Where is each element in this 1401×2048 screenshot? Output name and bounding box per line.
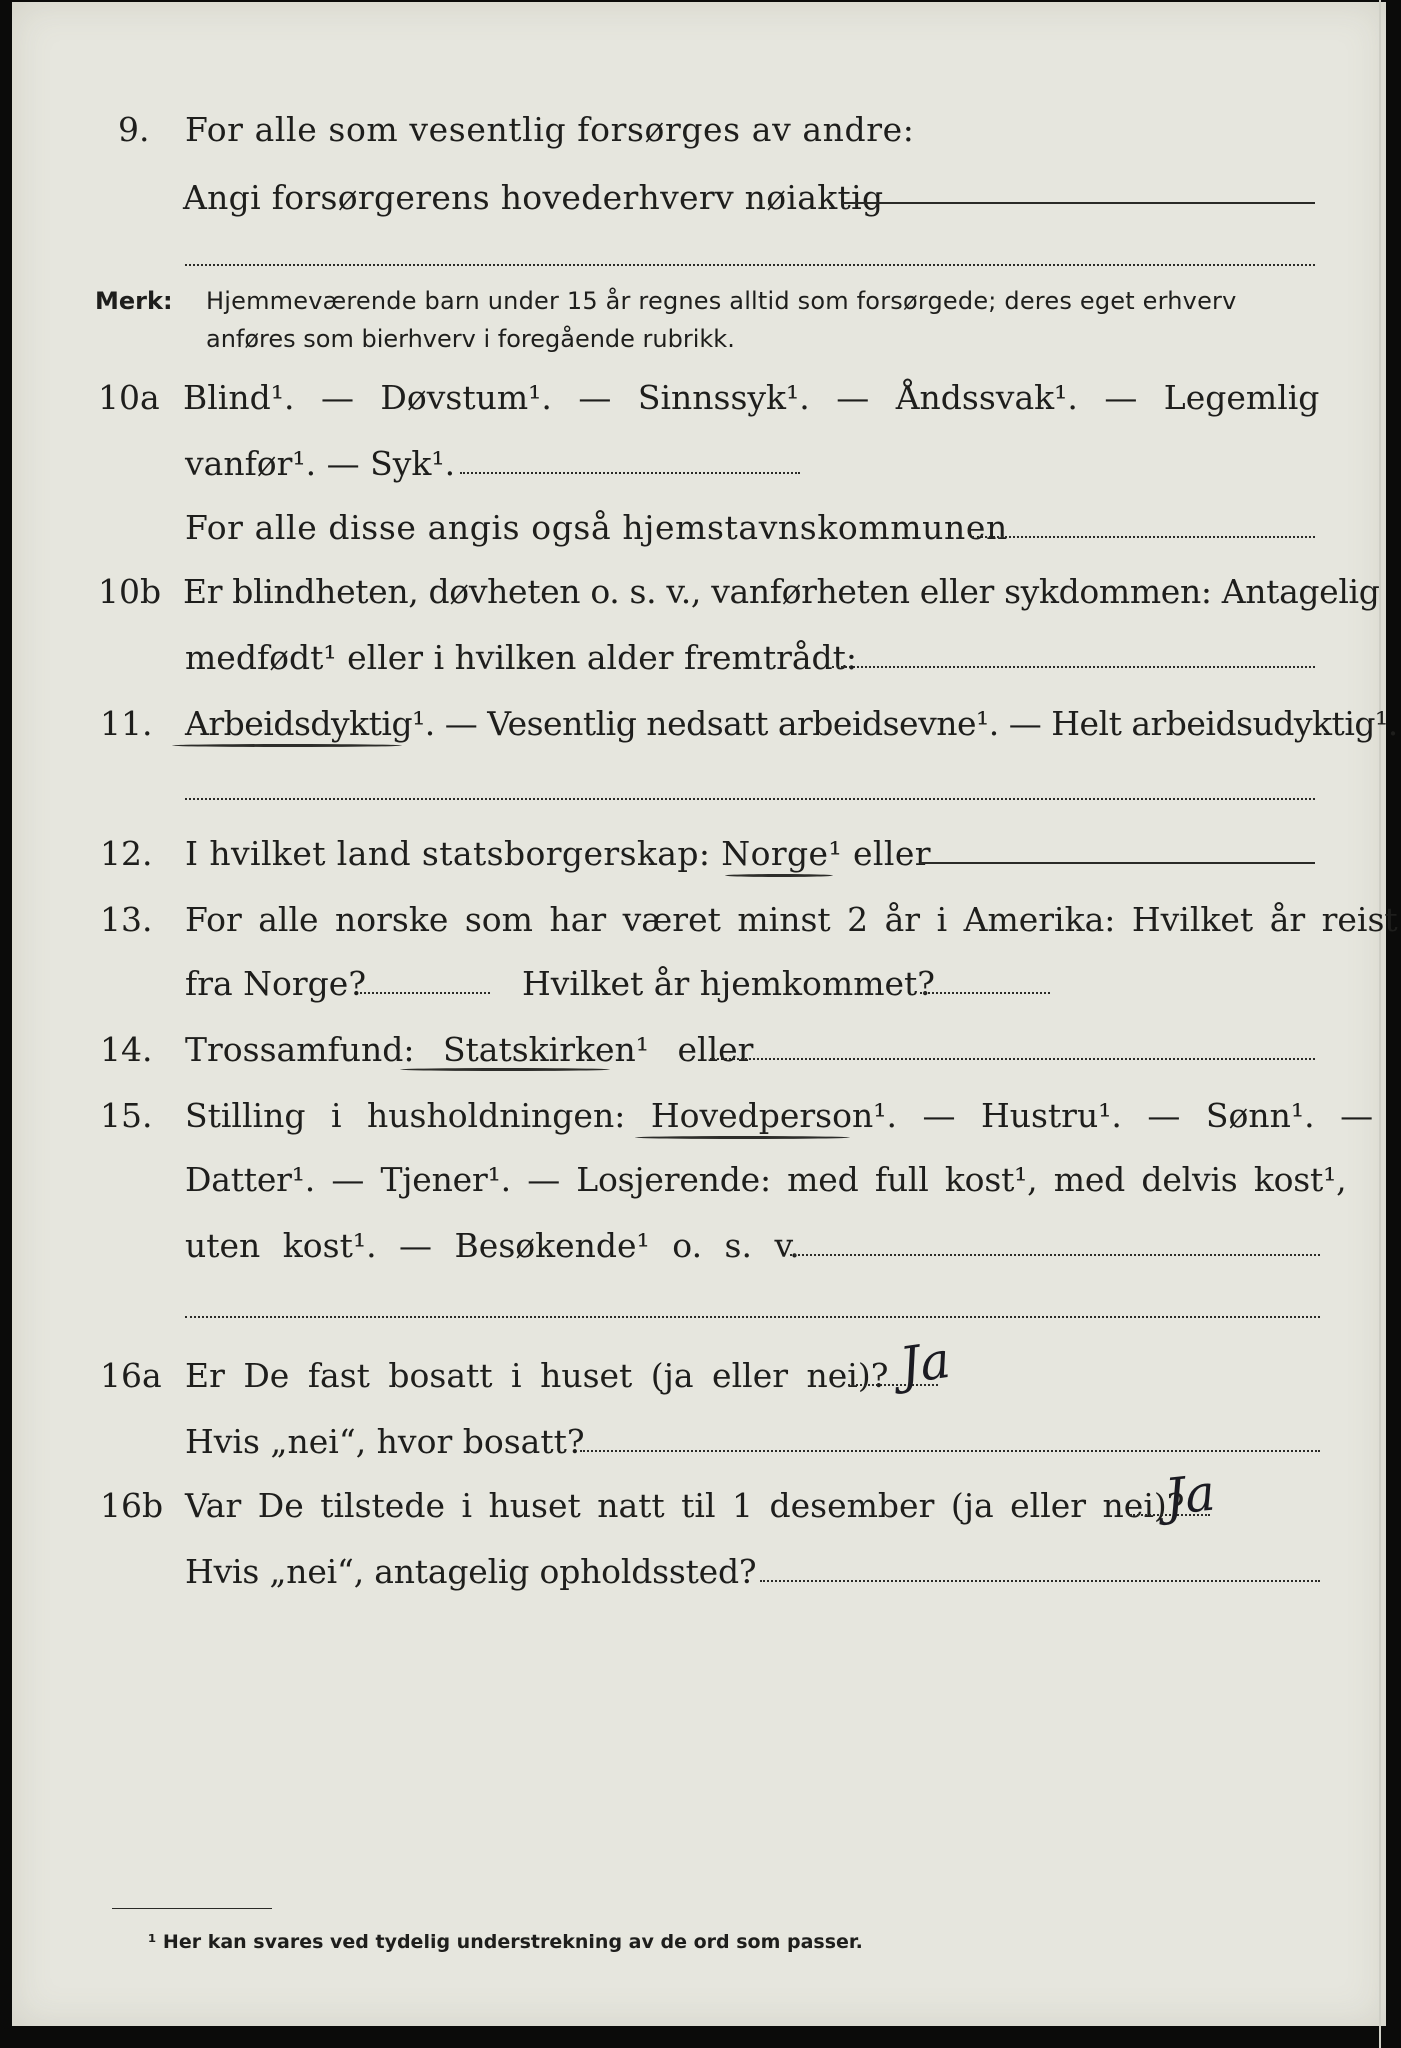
q10a-kommune-answer-line [972,536,1315,538]
q11-number: 11. [100,704,153,743]
q16b-handwritten-answer: Ja [1162,1463,1218,1527]
q15-line2: Datter¹. — Tjener¹. — Losjerende: med full kost¹, med delvis kost¹, [185,1160,1347,1199]
q9-answer-line [842,202,1315,204]
q16b-number: 16b [100,1486,164,1525]
q14-underline-statskirken [400,1068,610,1071]
q13-line2b: Hvilket år hjemkommet? [522,964,935,1003]
q15-answer-line [790,1254,1320,1256]
q9-number: 9. [118,110,150,149]
q12-answer-line [920,862,1315,864]
q14-answer-line [710,1058,1315,1060]
q16b-line2: Hvis „nei“, antagelig opholdssted? [185,1552,757,1591]
q13-hjemkommet-answer-line [920,992,1050,994]
q12-underline-norge [725,874,833,877]
q11-underline-arbeidsdyktig [172,744,402,747]
q10b-number: 10b [98,572,162,611]
footnote-text: ¹ Her kan svares ved tydelig understrekning av de ord som passer. [148,1931,863,1953]
q15-line1: Stilling i husholdningen: Hovedperson¹. — Hustru¹. — Sønn¹. — [185,1096,1374,1135]
q16b-line1: Var De tilstede i huset natt til 1 desember (ja eller nei)? [185,1486,1185,1525]
page-edge [1379,0,1381,2048]
q15-underline-hovedperson [635,1136,850,1139]
q12-number: 12. [100,834,153,873]
q13-line2a: fra Norge? [185,964,367,1003]
q16a-number: 16a [100,1356,162,1395]
q11-answer-line [185,798,1315,800]
merk-line1: Hjemmeværende barn under 15 år regnes alltid som forsørgede; deres eget erhverv [206,287,1237,315]
q16b-opholdssted-answer-line [760,1580,1320,1582]
q11-line1: Arbeidsdyktig¹. — Vesentlig nedsatt arbeidsevne¹. — Helt arbeidsudyktig¹. [185,704,1398,743]
q15-line3: uten kost¹. — Besøkende¹ o. s. v. [185,1226,800,1265]
q13-reist-answer-line [360,992,490,994]
q10b-line1: Er blindheten, døvheten o. s. v., vanførheten eller sykdommen: Antagelig [183,572,1380,611]
q10a-line3: For alle disse angis også hjemstavnskommunen [185,508,1008,547]
q14-line1: Trossamfund: Statskirken¹ eller [185,1030,754,1069]
q10a-line2: vanfør¹. — Syk¹. [185,444,456,483]
q10b-line2: medfødt¹ eller i hvilken alder fremtrådt: [185,638,858,677]
q10a-syk-answer-line [460,472,800,474]
q15-answer-line-2 [185,1316,1320,1318]
q14-number: 14. [100,1030,153,1069]
q10a-line1: Blind¹. — Døvstum¹. — Sinnssyk¹. — Åndssvak¹. — Legemlig [183,378,1320,417]
q9-answer-line-2 [185,264,1315,266]
footnote-rule [112,1908,272,1909]
q9-line2: Angi forsørgerens hovederhverv nøiaktig [183,178,884,217]
merk-line2: anføres som bierhverv i foregående rubrikk. [206,325,735,353]
q12-line1: I hvilket land statsborgerskap: Norge¹ eller [185,834,931,873]
q13-line1: For alle norske som har været minst 2 år i Amerika: Hvilket år reist [185,900,1398,939]
q13-number: 13. [100,900,153,939]
q16a-bosatt-answer-line [580,1450,1320,1452]
q16a-line2: Hvis „nei“, hvor bosatt? [185,1422,585,1461]
q10b-answer-line [832,666,1315,668]
q10a-number: 10a [98,378,160,417]
q15-number: 15. [100,1096,153,1135]
merk-label: Merk: [95,287,173,315]
q9-line1: For alle som vesentlig forsørges av andre: [185,110,915,149]
q16a-line1: Er De fast bosatt i huset (ja eller nei)? [185,1356,889,1395]
q16a-handwritten-answer: Ja [896,1330,954,1396]
